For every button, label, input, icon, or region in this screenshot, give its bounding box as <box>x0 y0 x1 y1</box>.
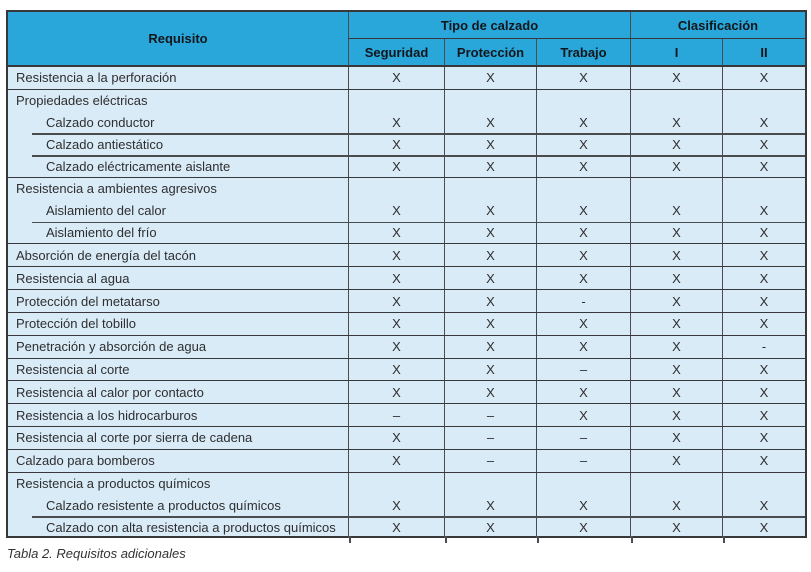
row-label: Aislamiento del frío <box>46 225 157 241</box>
table-row <box>8 290 805 312</box>
mark-cell: X <box>348 494 444 516</box>
mark-cell: X <box>444 494 536 516</box>
table-section <box>8 426 805 449</box>
table-row <box>8 450 805 472</box>
row-label: Penetración y absorción de agua <box>16 339 207 355</box>
mark-cell: X <box>444 155 536 177</box>
table-row <box>8 67 805 89</box>
mark-cell: X <box>722 404 805 426</box>
table-section <box>8 449 805 472</box>
mark-cell: X <box>536 222 630 244</box>
row-label: Resistencia a la perforación <box>16 70 177 86</box>
mark-cell <box>630 90 722 112</box>
requirements-table <box>6 10 807 538</box>
mark-cell: X <box>536 336 630 358</box>
table-header <box>8 12 805 65</box>
header-col-trabajo: Trabajo <box>536 39 630 65</box>
table-row <box>8 404 805 426</box>
mark-cell: X <box>536 133 630 155</box>
mark-cell: X <box>630 290 722 312</box>
mark-cell: X <box>630 313 722 335</box>
table-row <box>8 133 805 155</box>
mark-cell: – <box>536 450 630 472</box>
table-row <box>8 90 805 112</box>
table-section <box>8 266 805 289</box>
mark-cell: X <box>630 404 722 426</box>
mark-cell: X <box>630 67 722 89</box>
mark-cell: X <box>536 404 630 426</box>
table-row <box>8 381 805 403</box>
column-line-overshoot <box>349 536 351 543</box>
mark-cell <box>536 473 630 495</box>
row-label: Resistencia a los hidrocarburos <box>16 407 198 423</box>
mark-cell: X <box>630 267 722 289</box>
mark-cell: X <box>536 112 630 134</box>
table-section <box>8 335 805 358</box>
mark-cell: X <box>722 450 805 472</box>
mark-cell: X <box>536 67 630 89</box>
mark-cell: X <box>536 267 630 289</box>
mark-cell <box>444 473 536 495</box>
table-section <box>8 289 805 312</box>
table-body <box>8 65 805 538</box>
mark-cell: X <box>722 133 805 155</box>
table-row <box>8 359 805 381</box>
header-right-block <box>348 12 805 65</box>
table-section <box>8 380 805 403</box>
header-group-clasificacion: Clasificación <box>630 12 805 38</box>
mark-cell: X <box>630 112 722 134</box>
mark-cell: X <box>630 222 722 244</box>
mark-cell: X <box>722 267 805 289</box>
header-col-clase-2: II <box>722 39 805 65</box>
mark-cell: X <box>630 155 722 177</box>
mark-cell: X <box>722 381 805 403</box>
table-section <box>8 67 805 89</box>
mark-cell: – <box>348 404 444 426</box>
mark-cell <box>348 473 444 495</box>
mark-cell: X <box>630 359 722 381</box>
mark-cell: – <box>444 450 536 472</box>
mark-cell: X <box>444 200 536 222</box>
mark-cell: X <box>630 427 722 449</box>
mark-cell: X <box>722 200 805 222</box>
table-row <box>8 427 805 449</box>
column-line-overshoot <box>723 536 725 543</box>
mark-cell <box>722 90 805 112</box>
mark-cell: - <box>722 336 805 358</box>
header-group-tipo-de-calzado: Tipo de calzado <box>348 12 630 38</box>
mark-cell <box>536 90 630 112</box>
table-row <box>8 200 805 222</box>
row-label: Resistencia a productos químicos <box>16 476 211 491</box>
mark-cell: X <box>630 381 722 403</box>
header-group-row <box>348 12 805 38</box>
mark-cell: X <box>722 427 805 449</box>
mark-cell: X <box>348 222 444 244</box>
row-label: Calzado antiestático <box>46 136 164 152</box>
row-label: Calzado conductor <box>46 115 155 131</box>
mark-cell: X <box>630 336 722 358</box>
mark-cell: X <box>444 313 536 335</box>
mark-cell: X <box>348 290 444 312</box>
mark-cell: X <box>722 67 805 89</box>
mark-cell: X <box>444 267 536 289</box>
table-row <box>8 267 805 289</box>
mark-cell: X <box>348 450 444 472</box>
mark-cell <box>536 178 630 200</box>
mark-cell: X <box>444 359 536 381</box>
header-columns-row <box>348 38 805 65</box>
mark-cell: X <box>722 155 805 177</box>
row-label: Resistencia al calor por contacto <box>16 384 204 400</box>
mark-cell: X <box>348 155 444 177</box>
mark-cell: X <box>444 222 536 244</box>
mark-cell: X <box>630 516 722 538</box>
mark-cell <box>348 90 444 112</box>
mark-cell: X <box>444 133 536 155</box>
mark-cell <box>630 178 722 200</box>
mark-cell <box>630 473 722 495</box>
mark-cell: X <box>630 244 722 266</box>
table-section <box>8 403 805 426</box>
table-section <box>8 243 805 266</box>
table-caption: Tabla 2. Requisitos adicionales <box>7 546 186 561</box>
table-row <box>8 155 805 177</box>
table-row <box>8 112 805 134</box>
table-row <box>8 336 805 358</box>
mark-cell: X <box>444 336 536 358</box>
mark-cell: X <box>536 313 630 335</box>
row-label: Resistencia al corte por sierra de cadena <box>16 430 253 446</box>
mark-cell: X <box>722 290 805 312</box>
table-section <box>8 177 805 243</box>
column-line-overshoot <box>537 536 539 543</box>
mark-cell: – <box>444 404 536 426</box>
header-requisito: Requisito <box>148 31 208 46</box>
row-label: Protección del metatarso <box>16 293 160 309</box>
mark-cell <box>348 178 444 200</box>
row-label: Resistencia a ambientes agresivos <box>16 181 217 197</box>
mark-cell: X <box>444 516 536 538</box>
row-label: Calzado para bomberos <box>16 453 155 469</box>
mark-cell: X <box>536 244 630 266</box>
mark-cell: – <box>536 427 630 449</box>
mark-cell: X <box>348 200 444 222</box>
mark-cell: – <box>444 427 536 449</box>
row-label: Calzado con alta resistencia a productos químicos <box>46 519 336 535</box>
mark-cell: X <box>536 494 630 516</box>
mark-cell: X <box>348 336 444 358</box>
mark-cell: X <box>722 313 805 335</box>
mark-cell <box>722 178 805 200</box>
mark-cell <box>444 178 536 200</box>
mark-cell: X <box>348 381 444 403</box>
row-label: Calzado eléctricamente aislante <box>46 158 231 174</box>
mark-cell: X <box>722 112 805 134</box>
mark-cell: X <box>722 359 805 381</box>
mark-cell: X <box>722 516 805 538</box>
table-row <box>8 516 805 538</box>
mark-cell: X <box>630 494 722 516</box>
mark-cell: X <box>444 67 536 89</box>
mark-cell: X <box>722 494 805 516</box>
table-section <box>8 89 805 177</box>
mark-cell: X <box>444 112 536 134</box>
mark-cell: X <box>348 244 444 266</box>
header-col-seguridad: Seguridad <box>348 39 444 65</box>
mark-cell: X <box>722 222 805 244</box>
header-col-clase-1: I <box>630 39 722 65</box>
table-row <box>8 244 805 266</box>
table-row <box>8 494 805 516</box>
mark-cell: X <box>630 450 722 472</box>
mark-cell: X <box>630 200 722 222</box>
table-row <box>8 178 805 200</box>
row-label: Calzado resistente a productos químicos <box>46 497 281 513</box>
mark-cell: X <box>630 133 722 155</box>
table-section <box>8 312 805 335</box>
row-label: Aislamiento del calor <box>46 203 166 219</box>
table-section <box>8 472 805 538</box>
mark-cell: - <box>536 290 630 312</box>
row-label: Absorción de energía del tacón <box>16 247 196 263</box>
table-row <box>8 313 805 335</box>
mark-cell: X <box>348 516 444 538</box>
mark-cell: X <box>348 267 444 289</box>
mark-cell <box>722 473 805 495</box>
mark-cell: X <box>348 133 444 155</box>
row-label: Propiedades eléctricas <box>16 93 148 109</box>
column-line-overshoot <box>631 536 633 543</box>
mark-cell: X <box>444 381 536 403</box>
mark-cell: X <box>348 313 444 335</box>
row-label: Protección del tobillo <box>16 316 136 332</box>
mark-cell: X <box>348 67 444 89</box>
row-label: Resistencia al agua <box>16 270 130 286</box>
mark-cell: X <box>444 244 536 266</box>
column-line-overshoot <box>445 536 447 543</box>
header-col-proteccion: Protección <box>444 39 536 65</box>
mark-cell: X <box>536 155 630 177</box>
row-label: Resistencia al corte <box>16 361 130 377</box>
mark-cell: X <box>348 112 444 134</box>
mark-cell: X <box>348 427 444 449</box>
table-row <box>8 473 805 495</box>
table-section <box>8 358 805 381</box>
mark-cell: X <box>536 516 630 538</box>
mark-cell: X <box>348 359 444 381</box>
mark-cell: – <box>536 359 630 381</box>
table-row <box>8 222 805 244</box>
mark-cell: X <box>536 200 630 222</box>
mark-cell: X <box>536 381 630 403</box>
mark-cell: X <box>444 290 536 312</box>
mark-cell <box>444 90 536 112</box>
mark-cell: X <box>722 244 805 266</box>
